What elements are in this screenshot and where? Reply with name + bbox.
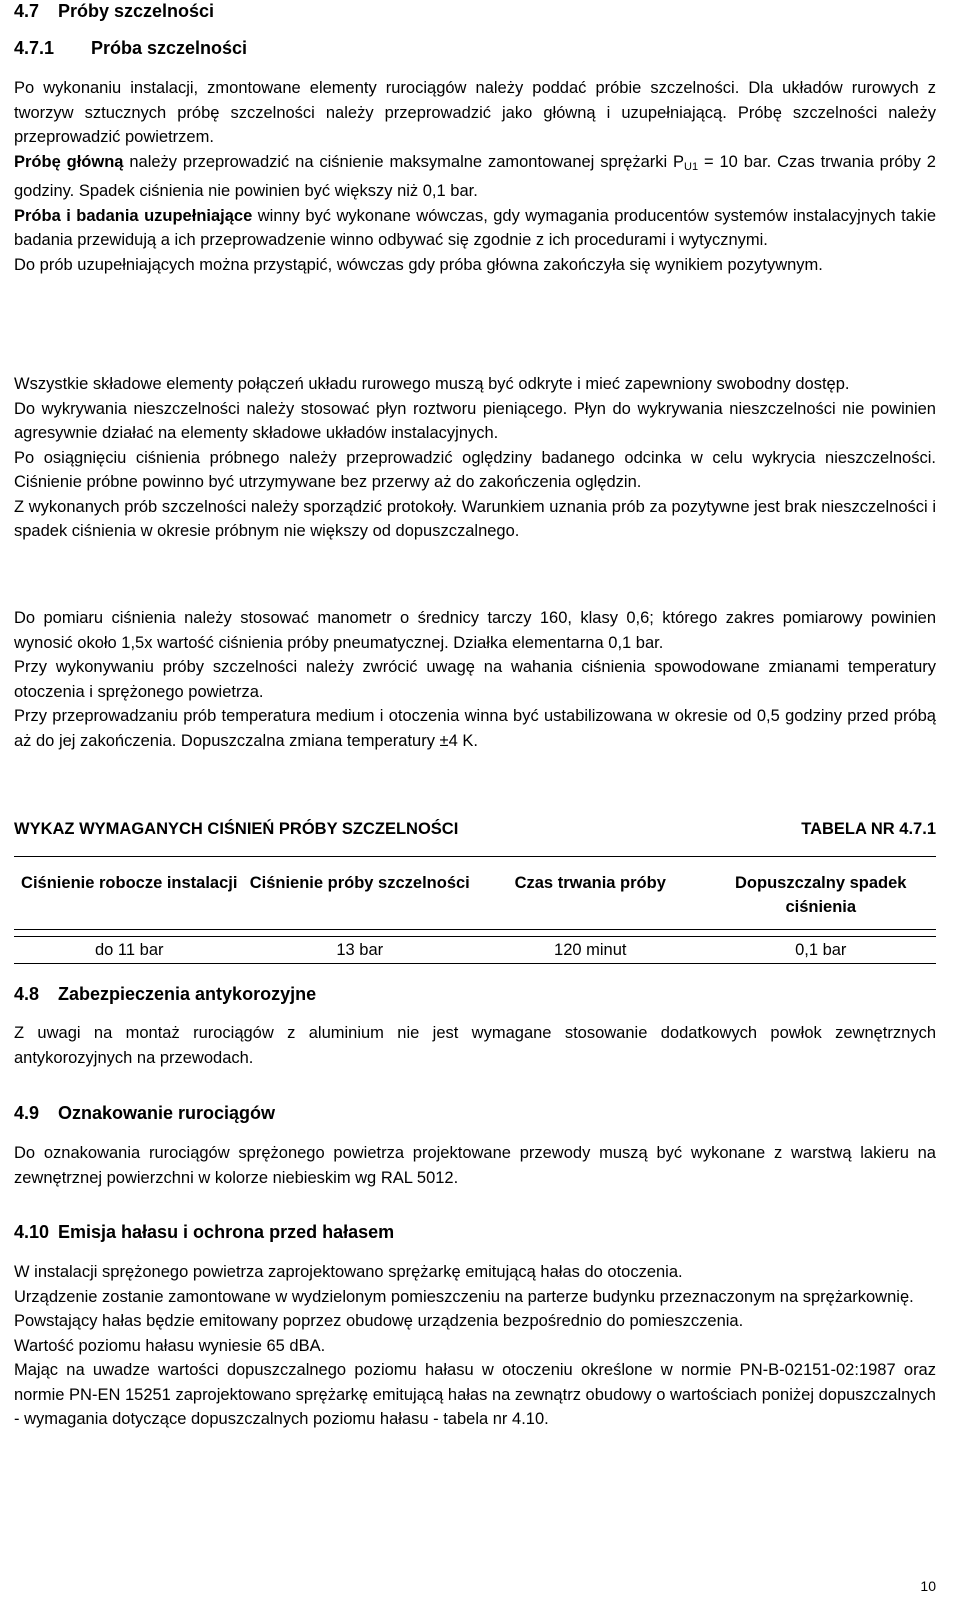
section-number: 4.10 xyxy=(14,1222,50,1242)
table-cell: 13 bar xyxy=(245,937,476,964)
paragraph: Z wykonanych prób szczelności należy sporządzić protokoły. Warunkiem uznania prób za pozytywne jest brak nieszczelności i spadek ciśnienia w okresie próbnym nie większy od dopuszczalnego. xyxy=(14,497,936,540)
bold-phrase: Próba i badania uzupełniające xyxy=(14,206,253,225)
column-header: Ciśnienie próby szczelności xyxy=(245,857,476,930)
paragraph xyxy=(14,150,936,204)
paragraph: Do wykrywania nieszczelności należy stosować płyn roztworu pieniącego. Płyn do wykrywania nieszczelności nie powinien agresywnie działać na elementy składowe układów instalacyjnych. xyxy=(14,399,936,442)
section-heading-4-10 xyxy=(14,1222,394,1243)
section-title: Emisja hałasu i ochrona przed hałasem xyxy=(58,1222,395,1242)
section-title: Zabezpieczenia antykorozyjne xyxy=(58,984,317,1004)
paragraph: Mając na uwadze wartości dopuszczalnego poziomu hałasu w otoczeniu określone w normie PN-B-02151-02:1987 oraz normie PN-EN 15251 zaprojektowano sprężarkę emitującą hałas na zewnątrz obudowy o wartościach poniżej dopuszczalnych - wymagania dotyczące dopuszczalnych poziomu hałasu - tabela nr 4.10. xyxy=(14,1361,936,1428)
table-cell: 120 minut xyxy=(475,937,706,964)
paragraph: Z uwagi na montaż rurociągów z aluminium nie jest wymagane stosowanie dodatkowych powłok zewnętrznych antykorozyjnych na przewodach. xyxy=(14,1024,936,1067)
paragraph: Urządzenie zostanie zamontowane w wydzielonym pomieszczeniu na parterze budynku przeznaczonym na sprężarkownię. xyxy=(14,1287,914,1306)
section-heading-4-9 xyxy=(14,1103,275,1124)
section-number: 4.9 xyxy=(14,1103,40,1123)
page-number: 10 xyxy=(920,1578,936,1594)
column-header: Dopuszczalny spadek ciśnienia xyxy=(706,857,937,930)
text-run: należy przeprowadzić na ciśnienie maksymalne zamontowanej sprężarki P xyxy=(123,152,685,171)
pressure-table-wrapper xyxy=(14,856,936,964)
bold-phrase: Próbę główną xyxy=(14,152,124,171)
paragraph: Powstający hałas będzie emitowany poprzez obudowę urządzenia bezpośrednio do pomieszczenia. xyxy=(14,1312,744,1330)
paragraph-block-3 xyxy=(14,606,936,753)
section-title: Próby szczelności xyxy=(58,1,215,21)
paragraph: Do prób uzupełniających można przystąpić, wówczas gdy próba główna zakończyła się wynikiem pozytywnym. xyxy=(14,255,823,274)
table-spacer-row xyxy=(14,930,936,937)
table-caption-left: WYKAZ WYMAGANYCH CIŚNIEŃ PRÓBY SZCZELNOŚCI xyxy=(14,820,459,838)
paragraph: Wszystkie składowe elementy połączeń układu rurowego muszą być odkryte i mieć zapewniony swobodny dostęp. xyxy=(14,375,850,393)
table-cell: 0,1 bar xyxy=(706,937,937,964)
paragraph-block-2 xyxy=(14,372,936,544)
section-number: 4.8 xyxy=(14,984,40,1004)
section-title: Oznakowanie rurociągów xyxy=(58,1103,276,1123)
section-body-4-8 xyxy=(14,1021,936,1070)
paragraph xyxy=(14,204,936,253)
paragraph: Po wykonaniu instalacji, zmontowane elementy rurociągów należy poddać próbie szczelności. Dla układów rurowych z tworzyw sztucznych próbę szczelności należy przeprowadzić jako główną i uzupełniającą. Próbę szczelności należy przeprowadzić powietrzem. xyxy=(14,79,936,146)
section-heading-4-7-1 xyxy=(14,38,247,59)
section-title: Próba szczelności xyxy=(91,38,248,58)
section-number: 4.7.1 xyxy=(14,38,55,58)
section-body-4-9 xyxy=(14,1141,936,1190)
column-header: Czas trwania próby xyxy=(475,857,706,930)
subscript: U1 xyxy=(684,160,699,173)
text-run: winny być wykonane wówczas, gdy wymagania producentów systemów instalacyjnych takie badania przewidują a ich przeprowadzenie winno odbywać się zgodnie z ich procedurami i wytycznymi. xyxy=(14,206,936,249)
paragraph: Przy przeprowadzaniu prób temperatura medium i otoczenia winna być ustabilizowana w okresie od 0,5 godziny przed próbą aż do jej zakończenia. Dopuszczalna zmiana temperatury ±4 K. xyxy=(14,707,936,750)
section-heading-4-8 xyxy=(14,984,316,1005)
section-body-4-10 xyxy=(14,1260,936,1432)
section-number: 4.7 xyxy=(14,1,40,21)
paragraph: Wartość poziomu hałasu wyniesie 65 dBA. xyxy=(14,1336,326,1355)
paragraph: Do oznakowania rurociągów sprężonego powietrza projektowane przewody muszą być wykonane z warstwą lakieru na zewnętrznej powierzchni w kolorze niebieskim wg RAL 5012. xyxy=(14,1144,936,1187)
text-run: = 10 bar. Czas trwania próby 2 godziny. Spadek ciśnienia nie powinien być większy niż 0,1 bar. xyxy=(14,152,936,200)
table-cell: do 11 bar xyxy=(14,937,245,964)
column-header: Ciśnienie robocze instalacji xyxy=(14,857,245,930)
table-row xyxy=(14,937,936,964)
table-caption-right: TABELA NR 4.7.1 xyxy=(801,820,936,838)
section-heading-4-7 xyxy=(14,1,214,22)
pressure-table xyxy=(14,856,936,964)
paragraph: Po osiągnięciu ciśnienia próbnego należy przeprowadzić oględziny badanego odcinka w celu wykrycia nieszczelności. Ciśnienie próbne powinno być utrzymywane bez przerwy aż do zakończenia oględzin. xyxy=(14,448,936,491)
paragraph: Do pomiaru ciśnienia należy stosować manometr o średnicy tarczy 160, klasy 0,6; którego zakres pomiarowy powinien wynosić około 1,5x wartość ciśnienia próby pneumatycznej. Działka elementarna 0,1 bar. xyxy=(14,609,936,652)
table-header-row xyxy=(14,857,936,930)
paragraph-block-1 xyxy=(14,76,936,277)
paragraph: Przy wykonywaniu próby szczelności należy zwrócić uwagę na wahania ciśnienia spowodowane zmianami temperatury otoczenia i sprężonego powietrza. xyxy=(14,658,936,701)
paragraph: W instalacji sprężonego powietrza zaprojektowano sprężarkę emitującą hałas do otoczenia. xyxy=(14,1263,683,1281)
